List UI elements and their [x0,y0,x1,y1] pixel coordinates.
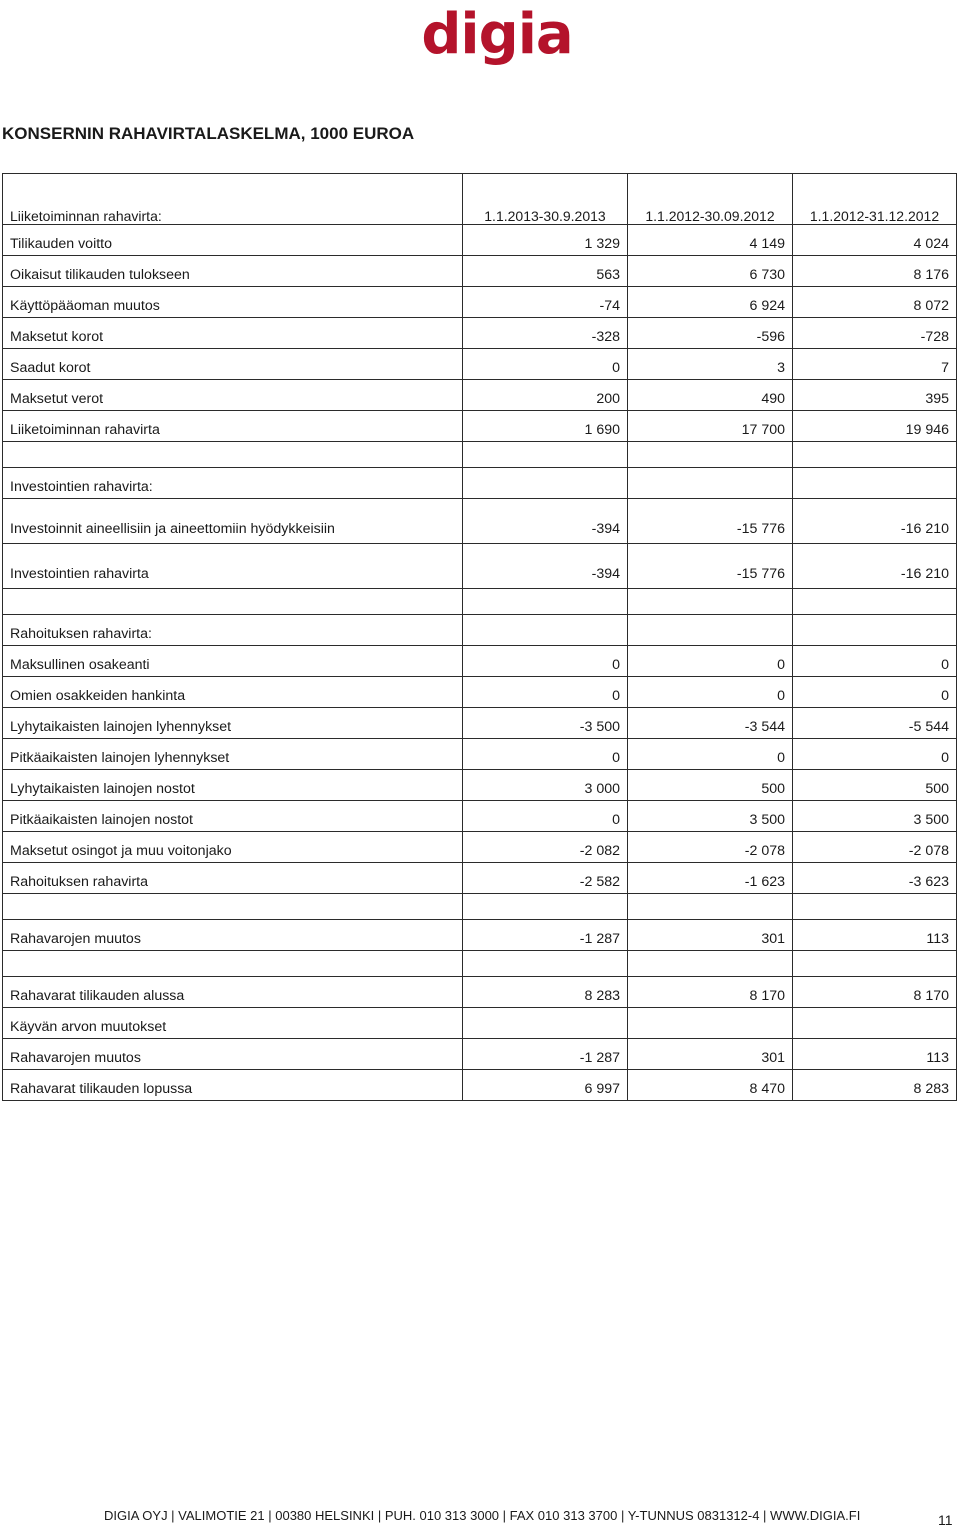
row-value: -2 082 [463,832,628,863]
row-value: 0 [628,677,793,708]
row-value: -15 776 [628,499,793,544]
table-row [3,739,957,770]
row-value: -5 544 [793,708,957,739]
row-value: 0 [463,739,628,770]
table-row-total [3,1070,957,1101]
row-value: 8 283 [463,977,628,1008]
period-header: 1.1.2013-30.9.2013 [463,174,628,225]
table-row [3,920,957,951]
section-label: Rahoituksen rahavirta: [3,615,463,646]
row-value: -2 078 [793,832,957,863]
row-value: 113 [793,920,957,951]
row-value: 19 946 [793,411,957,442]
row-value: 200 [463,380,628,411]
period-header: 1.1.2012-30.09.2012 [628,174,793,225]
row-label: Rahoituksen rahavirta [3,863,463,894]
section-label: Investointien rahavirta: [3,468,463,499]
row-value: 0 [628,739,793,770]
row-value: -1 623 [628,863,793,894]
row-value: 8 072 [793,287,957,318]
row-label: Liiketoiminnan rahavirta [3,411,463,442]
row-label: Pitkäaikaisten lainojen nostot [3,801,463,832]
row-value: -2 582 [463,863,628,894]
row-value: 0 [793,739,957,770]
row-label: Maksetut osingot ja muu voitonjako [3,832,463,863]
page-title: KONSERNIN RAHAVIRTALASKELMA, 1000 EUROA [2,124,415,143]
row-value: 395 [793,380,957,411]
page-footer: DIGIA OYJ | VALIMOTIE 21 | 00380 HELSINKI | PUH. 010 313 3000 | FAX 010 313 3700 | Y-TUNNUS 0831312-4 | WWW.DIGIA.FI [104,1508,861,1523]
row-value: 0 [793,646,957,677]
row-value: 3 500 [793,801,957,832]
row-value: 4 149 [628,225,793,256]
row-value: 8 283 [793,1070,957,1101]
table-row [3,832,957,863]
row-value: 3 [628,349,793,380]
table-row [3,225,957,256]
row-value: 7 [793,349,957,380]
cash-flow-table [2,173,957,1101]
table-row [3,318,957,349]
row-value: 1 690 [463,411,628,442]
table-row [3,256,957,287]
table-row [3,499,957,544]
row-value: 17 700 [628,411,793,442]
row-value: -16 210 [793,499,957,544]
row-label: Oikaisut tilikauden tulokseen [3,256,463,287]
row-label: Pitkäaikaisten lainojen lyhennykset [3,739,463,770]
row-label: Rahavarojen muutos [3,1039,463,1070]
row-value: -3 544 [628,708,793,739]
row-value: 301 [628,1039,793,1070]
row-label: Maksullinen osakeanti [3,646,463,677]
row-value: 8 170 [628,977,793,1008]
period-header: 1.1.2012-31.12.2012 [793,174,957,225]
row-value: -2 078 [628,832,793,863]
row-label: Rahavarat tilikauden lopussa [3,1070,463,1101]
row-label: Maksetut korot [3,318,463,349]
row-value: 500 [628,770,793,801]
table-row [3,349,957,380]
header-label: Liiketoiminnan rahavirta: [3,174,463,225]
table-row-spacer [3,589,957,615]
row-value: 3 500 [628,801,793,832]
table-header-row [3,174,957,225]
row-value: -3 500 [463,708,628,739]
row-label: Lyhytaikaisten lainojen lyhennykset [3,708,463,739]
row-value: 8 176 [793,256,957,287]
row-value: -1 287 [463,920,628,951]
row-value: -74 [463,287,628,318]
digia-logo: digia [421,2,573,67]
row-value: -394 [463,499,628,544]
table-row-spacer [3,442,957,468]
row-label: Investointien rahavirta [3,544,463,589]
table-row [3,801,957,832]
row-value: 113 [793,1039,957,1070]
row-value: 0 [463,677,628,708]
row-value: -596 [628,318,793,349]
row-value: 563 [463,256,628,287]
row-value: -16 210 [793,544,957,589]
row-label: Saadut korot [3,349,463,380]
table-row-subtotal [3,411,957,442]
row-label: Rahavarojen muutos [3,920,463,951]
table-row [3,646,957,677]
table-row [3,287,957,318]
table-row-spacer [3,951,957,977]
row-value: 6 924 [628,287,793,318]
row-value: -394 [463,544,628,589]
table-row [3,770,957,801]
row-value: 6 997 [463,1070,628,1101]
row-value: -328 [463,318,628,349]
row-value: 500 [793,770,957,801]
table-row-subtotal [3,863,957,894]
row-value: 0 [463,801,628,832]
row-label: Käyvän arvon muutokset [3,1008,463,1039]
row-value: 0 [463,349,628,380]
page-number: 11 [938,1512,953,1528]
row-label: Rahavarat tilikauden alussa [3,977,463,1008]
row-value: 0 [628,646,793,677]
table-row [3,1008,957,1039]
row-label: Käyttöpääoman muutos [3,287,463,318]
row-value: 1 329 [463,225,628,256]
table-row [3,708,957,739]
row-value: -728 [793,318,957,349]
table-row-spacer [3,894,957,920]
row-value: 0 [463,646,628,677]
table-row [3,380,957,411]
row-value: 8 470 [628,1070,793,1101]
table-row [3,977,957,1008]
row-value: -1 287 [463,1039,628,1070]
row-value: 0 [793,677,957,708]
table-row [3,1039,957,1070]
table-row-section-label [3,468,957,499]
row-label: Maksetut verot [3,380,463,411]
row-value: -3 623 [793,863,957,894]
row-value: 301 [628,920,793,951]
table-row-section-label [3,615,957,646]
row-label: Tilikauden voitto [3,225,463,256]
row-label: Omien osakkeiden hankinta [3,677,463,708]
row-value: 3 000 [463,770,628,801]
row-value: 8 170 [793,977,957,1008]
row-value: -15 776 [628,544,793,589]
table-row-subtotal [3,544,957,589]
row-label: Investoinnit aineellisiin ja aineettomiin hyödykkeisiin [3,499,463,544]
row-value: 6 730 [628,256,793,287]
table-row [3,677,957,708]
row-label: Lyhytaikaisten lainojen nostot [3,770,463,801]
row-value: 4 024 [793,225,957,256]
row-value: 490 [628,380,793,411]
